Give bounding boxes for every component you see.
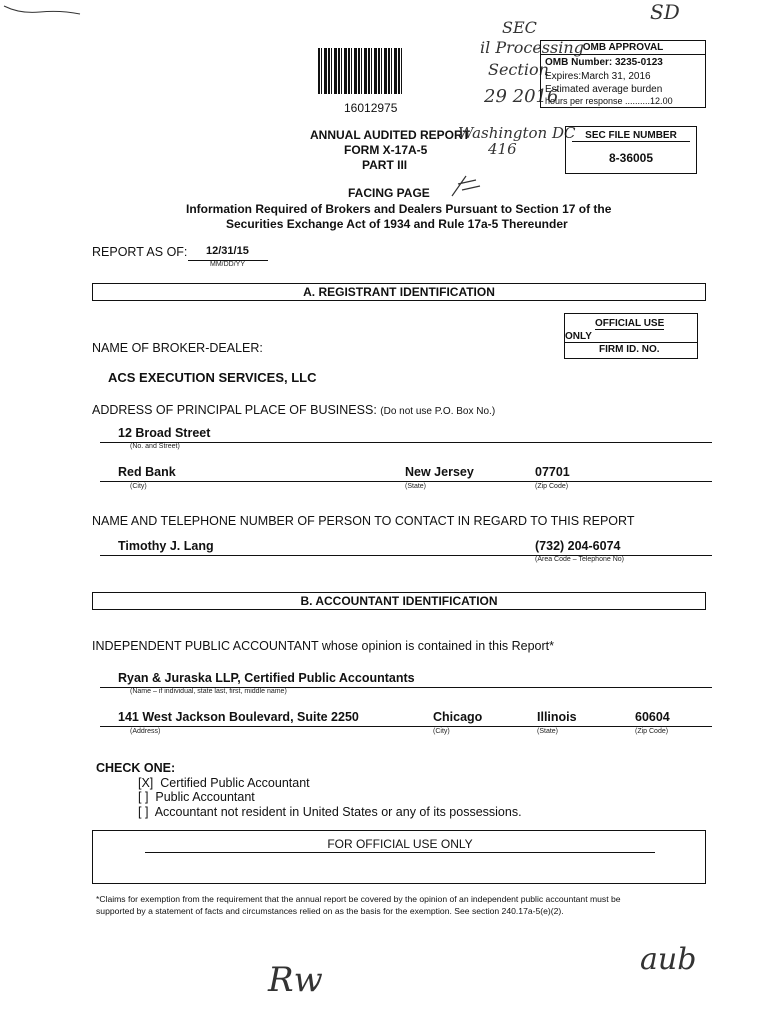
official-use-only-box xyxy=(92,830,706,884)
check-option-pa[interactable] xyxy=(138,790,255,804)
stamp-washington: Washington DC xyxy=(458,124,576,142)
omb-number: OMB Number: 3235-0123 xyxy=(545,57,663,68)
accountant-city-caption: (City) xyxy=(433,728,450,735)
sec-file-label: SEC FILE NUMBER xyxy=(572,130,690,142)
address-label-text: ADDRESS OF PRINCIPAL PLACE OF BUSINESS: xyxy=(92,403,377,417)
official-use-box xyxy=(564,313,698,359)
report-as-of-label: REPORT AS OF: xyxy=(92,245,188,259)
accountant-address: 141 West Jackson Boulevard, Suite 2250 xyxy=(118,710,359,724)
footnote-line-1: *Claims for exemption from the requirement that the annual report be covered by the opinion of an independent public accountant must be xyxy=(96,894,621,904)
form-number: FORM X-17A-5 xyxy=(344,143,428,157)
accountant-address-caption: (Address) xyxy=(130,728,161,735)
checkbox-cpa[interactable]: [X] xyxy=(138,776,154,790)
report-date-caption: MM/DD/YY xyxy=(210,261,245,268)
street-caption: (No. and Street) xyxy=(130,443,180,450)
zip-value: 07701 xyxy=(535,465,570,479)
report-title: ANNUAL AUDITED REPORT xyxy=(310,128,471,142)
sec-file-value: 8-36005 xyxy=(608,151,654,165)
section-b-title: B. ACCOUNTANT IDENTIFICATION xyxy=(300,594,498,608)
omb-approval-box xyxy=(540,40,706,108)
section-b-header xyxy=(92,592,706,610)
zip-caption: (Zip Code) xyxy=(535,483,569,490)
city-caption: (City) xyxy=(130,483,147,490)
check-option-nonresident[interactable] xyxy=(138,805,522,819)
accountant-name-caption: (Name – if individual, state last, first, middle name) xyxy=(130,688,287,695)
handwritten-signature: Rw xyxy=(268,960,323,1000)
section-a-header xyxy=(92,283,706,301)
official-use-label: OFFICIAL USE xyxy=(595,318,665,329)
accountant-name-line xyxy=(100,671,712,688)
only-label: ONLY xyxy=(565,331,592,342)
check-label-pa: Public Accountant xyxy=(155,790,255,804)
sec-file-box xyxy=(565,126,697,174)
contact-line xyxy=(100,539,712,556)
contact-phone: (732) 204-6074 xyxy=(535,539,621,553)
omb-burden: Estimated average burden xyxy=(545,84,663,95)
contact-label: NAME AND TELEPHONE NUMBER OF PERSON TO CONTACT IN REGARD TO THIS REPORT xyxy=(92,514,635,528)
accountant-name: Ryan & Juraska LLP, Certified Public Accountants xyxy=(118,671,415,685)
stamp-sec: SEC xyxy=(502,18,537,37)
firm-id-label: FIRM ID. NO. xyxy=(599,344,660,355)
broker-dealer-name: ACS EXECUTION SERVICES, LLC xyxy=(108,370,317,385)
address-note: (Do not use P.O. Box No.) xyxy=(380,406,496,417)
address-label xyxy=(92,403,495,417)
accountant-zip: 60604 xyxy=(635,710,670,724)
accountant-city: Chicago xyxy=(433,710,483,724)
omb-title: OMB APPROVAL xyxy=(541,42,705,55)
stamp-processing: il Processing xyxy=(480,38,584,57)
street-line xyxy=(100,426,712,443)
check-label-cpa: Certified Public Accountant xyxy=(160,776,310,790)
state-value: New Jersey xyxy=(405,465,474,479)
scribble-mark xyxy=(0,0,90,20)
phone-caption: (Area Code – Telephone No) xyxy=(535,556,624,563)
barcode xyxy=(318,48,402,94)
street-value: 12 Broad Street xyxy=(118,426,211,440)
footnote-line-2: supported by a statement of facts and circumstances relied on as the basis for the exemption. See section 240.17a-5(e)(2). xyxy=(96,906,564,916)
state-caption: (State) xyxy=(405,483,427,490)
accountant-zip-caption: (Zip Code) xyxy=(635,728,669,735)
city-value: Red Bank xyxy=(118,465,176,479)
omb-expires: Expires:March 31, 2016 xyxy=(545,71,651,82)
stamp-section: Section xyxy=(488,60,549,79)
accountant-label: INDEPENDENT PUBLIC ACCOUNTANT whose opinion is contained in this Report* xyxy=(92,639,554,653)
info-line-1: Information Required of Brokers and Dealers Pursuant to Section 17 of the xyxy=(186,202,612,216)
section-a-title: A. REGISTRANT IDENTIFICATION xyxy=(303,285,495,299)
accountant-state: Illinois xyxy=(537,710,577,724)
city-state-zip-line xyxy=(100,465,712,482)
check-one-title: CHECK ONE: xyxy=(96,761,176,775)
facing-page-title: FACING PAGE xyxy=(348,186,430,200)
accountant-address-line xyxy=(100,710,712,727)
scribble-arrow xyxy=(448,172,484,200)
stamp-date: 29 2016 xyxy=(484,86,559,107)
stamp-number: 416 xyxy=(488,140,517,158)
broker-dealer-label: NAME OF BROKER-DEALER: xyxy=(92,341,263,355)
checkbox-nonresident[interactable]: [ ] xyxy=(138,805,149,819)
checkbox-pa[interactable]: [ ] xyxy=(138,790,149,804)
omb-hours: hours per response ..........12.00 xyxy=(545,96,673,106)
handwritten-initials-top: SD xyxy=(650,0,680,24)
info-line-2: Securities Exchange Act of 1934 and Rule 17a-5 Thereunder xyxy=(226,217,568,231)
contact-name: Timothy J. Lang xyxy=(118,539,214,553)
accountant-state-caption: (State) xyxy=(537,728,559,735)
barcode-number: 16012975 xyxy=(344,101,398,115)
official-use-only-label: FOR OFFICIAL USE ONLY xyxy=(145,836,655,853)
form-part: PART III xyxy=(362,158,408,172)
check-option-cpa[interactable] xyxy=(138,776,310,790)
check-label-nonresident: Accountant not resident in United States or any of its possessions. xyxy=(154,805,522,819)
report-date-value: 12/31/15 xyxy=(206,245,249,257)
report-date-line xyxy=(188,244,268,261)
handwritten-initials-bottom-right: aub xyxy=(640,942,697,977)
